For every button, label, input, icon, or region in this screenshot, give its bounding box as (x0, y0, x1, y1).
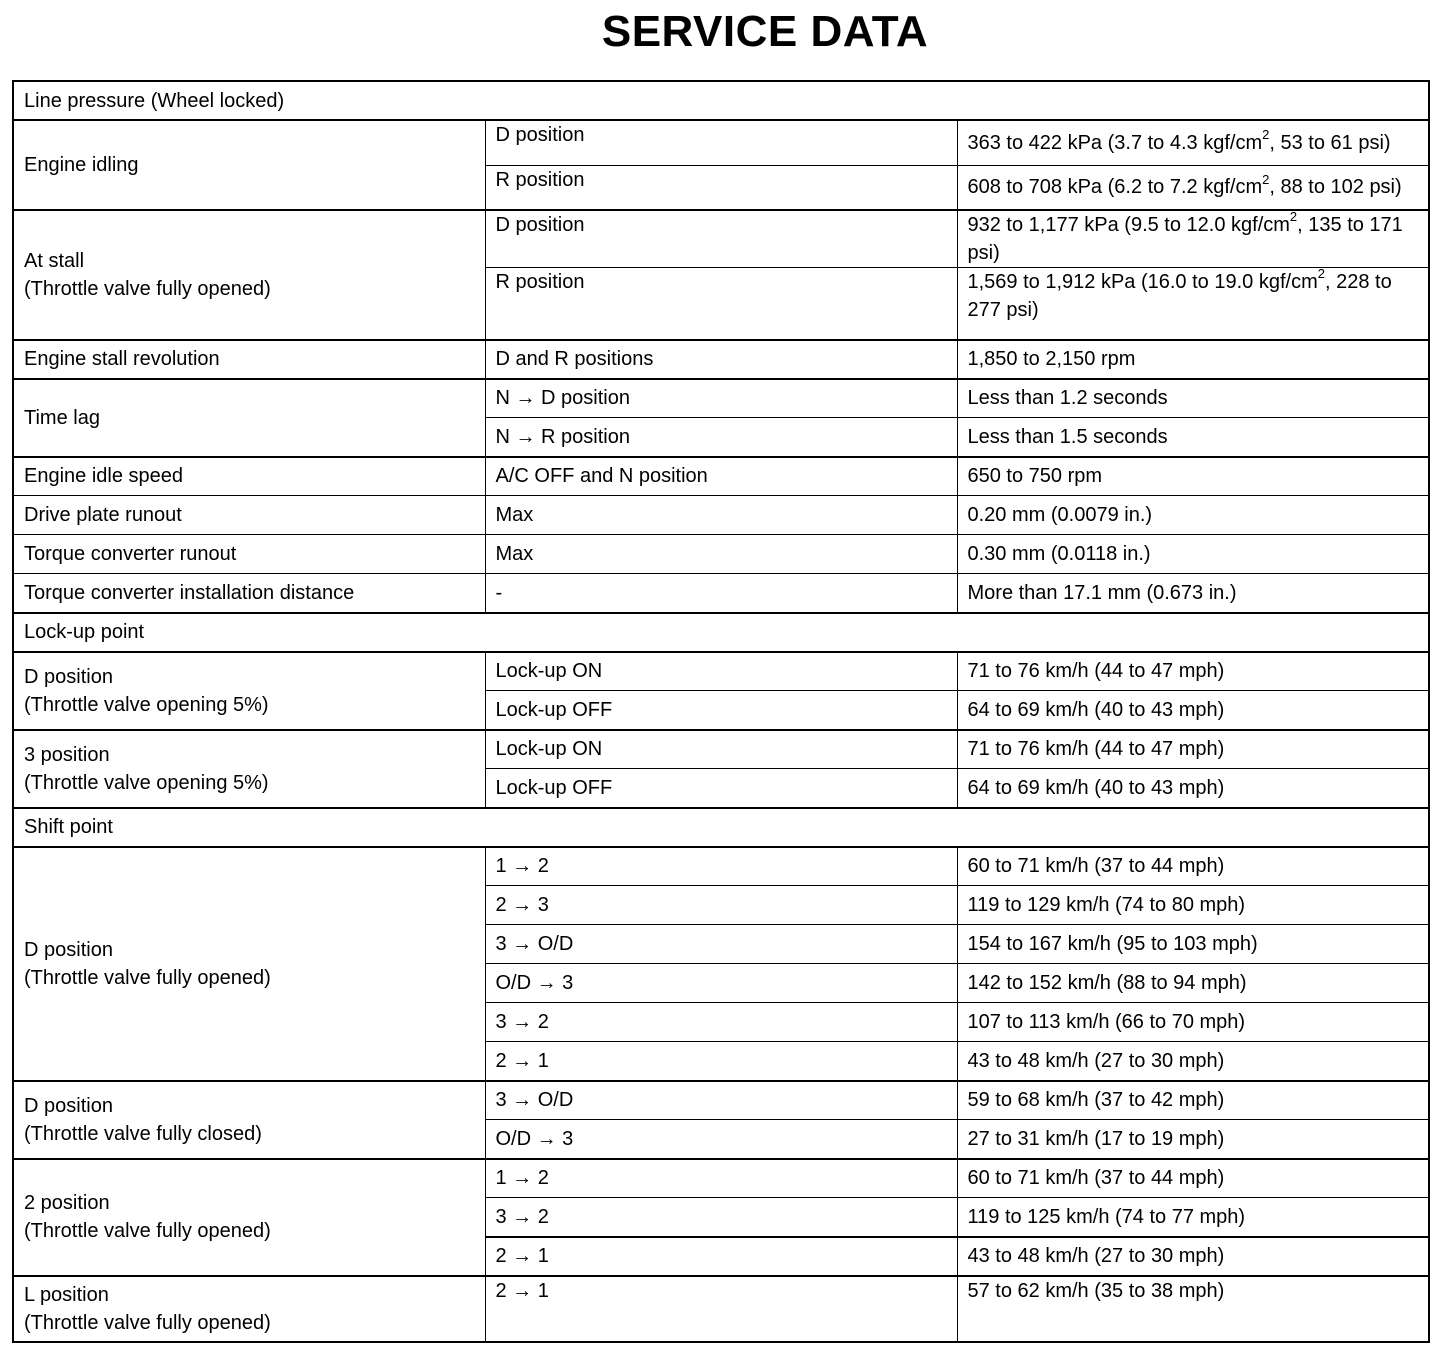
table-row (13, 379, 1429, 418)
value-cell: Less than 1.5 seconds (957, 418, 1429, 457)
section-header-row (13, 81, 1429, 120)
condition-cell: 3 → O/D (485, 1081, 957, 1120)
condition-cell: Lock-up OFF (485, 769, 957, 808)
value-cell: 0.20 mm (0.0079 in.) (957, 496, 1429, 535)
table-row (13, 1276, 1429, 1342)
value-cell: 650 to 750 rpm (957, 457, 1429, 496)
row-label: Torque converter installation distance (13, 574, 485, 613)
row-label: Torque converter runout (13, 535, 485, 574)
table-row (13, 496, 1429, 535)
value-cell: 119 to 129 km/h (74 to 80 mph) (957, 886, 1429, 925)
value-cell: 608 to 708 kPa (6.2 to 7.2 kgf/$cm^2$, 88 to 102 psi) (957, 165, 1429, 210)
condition-cell: 2 → 1 (485, 1237, 957, 1276)
row-label: D position (Throttle valve opening 5%) (13, 652, 485, 730)
condition-cell: D and R positions (485, 340, 957, 379)
table-row (13, 730, 1429, 769)
condition-cell: 3 → 2 (485, 1198, 957, 1237)
value-cell: 154 to 167 km/h (95 to 103 mph) (957, 925, 1429, 964)
value-cell: 142 to 152 km/h (88 to 94 mph) (957, 964, 1429, 1003)
table-row (13, 652, 1429, 691)
row-label: L position (Throttle valve fully opened) (13, 1276, 485, 1342)
row-label: D position (Throttle valve fully opened) (13, 847, 485, 1081)
value-cell: 119 to 125 km/h (74 to 77 mph) (957, 1198, 1429, 1237)
row-label: Time lag (13, 379, 485, 457)
table-row (13, 1081, 1429, 1120)
condition-cell: Max (485, 496, 957, 535)
condition-cell: Lock-up OFF (485, 691, 957, 730)
table-row (13, 120, 1429, 165)
row-label: Engine stall revolution (13, 340, 485, 379)
condition-cell: 1 → 2 (485, 847, 957, 886)
condition-cell: D position (485, 120, 957, 165)
row-label: Engine idling (13, 120, 485, 210)
condition-cell: Lock-up ON (485, 652, 957, 691)
row-label: Drive plate runout (13, 496, 485, 535)
condition-cell: 1 → 2 (485, 1159, 957, 1198)
condition-cell: D position (485, 210, 957, 268)
condition-cell: R position (485, 268, 957, 340)
table-row (13, 535, 1429, 574)
section-header: Shift point (13, 808, 1429, 847)
value-cell: 71 to 76 km/h (44 to 47 mph) (957, 652, 1429, 691)
value-cell: 1,569 to 1,912 kPa (16.0 to 19.0 kgf/$cm^2$, 228 to 277 psi) (957, 268, 1429, 340)
condition-cell: A/C OFF and N position (485, 457, 957, 496)
condition-cell: R position (485, 165, 957, 210)
condition-cell: N → R position (485, 418, 957, 457)
value-cell: 64 to 69 km/h (40 to 43 mph) (957, 691, 1429, 730)
row-label: Engine idle speed (13, 457, 485, 496)
condition-cell: N → D position (485, 379, 957, 418)
table-row (13, 210, 1429, 268)
table-row (13, 457, 1429, 496)
value-cell: 71 to 76 km/h (44 to 47 mph) (957, 730, 1429, 769)
value-cell: More than 17.1 mm (0.673 in.) (957, 574, 1429, 613)
section-header-row (13, 808, 1429, 847)
table-row (13, 1159, 1429, 1198)
condition-cell: O/D → 3 (485, 964, 957, 1003)
row-label: At stall (Throttle valve fully opened) (13, 210, 485, 340)
condition-cell: Max (485, 535, 957, 574)
value-cell: 60 to 71 km/h (37 to 44 mph) (957, 847, 1429, 886)
condition-cell: 2 → 1 (485, 1276, 957, 1342)
page-title: SERVICE DATA (601, 7, 929, 56)
service-data-table (12, 80, 1430, 1343)
condition-cell: 2 → 1 (485, 1042, 957, 1081)
condition-cell: 3 → 2 (485, 1003, 957, 1042)
value-cell: 59 to 68 km/h (37 to 42 mph) (957, 1081, 1429, 1120)
value-cell: 27 to 31 km/h (17 to 19 mph) (957, 1120, 1429, 1159)
table-row (13, 340, 1429, 379)
value-cell: 1,850 to 2,150 rpm (957, 340, 1429, 379)
value-cell: 107 to 113 km/h (66 to 70 mph) (957, 1003, 1429, 1042)
value-cell: 57 to 62 km/h (35 to 38 mph) (957, 1276, 1429, 1342)
row-label: D position (Throttle valve fully closed) (13, 1081, 485, 1159)
row-label: 3 position (Throttle valve opening 5%) (13, 730, 485, 808)
table-row (13, 847, 1429, 886)
section-header: Line pressure (Wheel locked) (13, 81, 1429, 120)
value-cell: 932 to 1,177 kPa (9.5 to 12.0 kgf/$cm^2$, 135 to 171 psi) (957, 210, 1429, 268)
row-label: 2 position (Throttle valve fully opened) (13, 1159, 485, 1276)
table-row (13, 574, 1429, 613)
condition-cell: O/D → 3 (485, 1120, 957, 1159)
value-cell: 363 to 422 kPa (3.7 to 4.3 kgf/$cm^2$, 53 to 61 psi) (957, 120, 1429, 165)
value-cell: 0.30 mm (0.0118 in.) (957, 535, 1429, 574)
value-cell: 43 to 48 km/h (27 to 30 mph) (957, 1237, 1429, 1276)
condition-cell: Lock-up ON (485, 730, 957, 769)
section-header-row (13, 613, 1429, 652)
value-cell: 64 to 69 km/h (40 to 43 mph) (957, 769, 1429, 808)
value-cell: 60 to 71 km/h (37 to 44 mph) (957, 1159, 1429, 1198)
section-header: Lock-up point (13, 613, 1429, 652)
condition-cell: 2 → 3 (485, 886, 957, 925)
condition-cell: 3 → O/D (485, 925, 957, 964)
value-cell: 43 to 48 km/h (27 to 30 mph) (957, 1042, 1429, 1081)
value-cell: Less than 1.2 seconds (957, 379, 1429, 418)
condition-cell: - (485, 574, 957, 613)
